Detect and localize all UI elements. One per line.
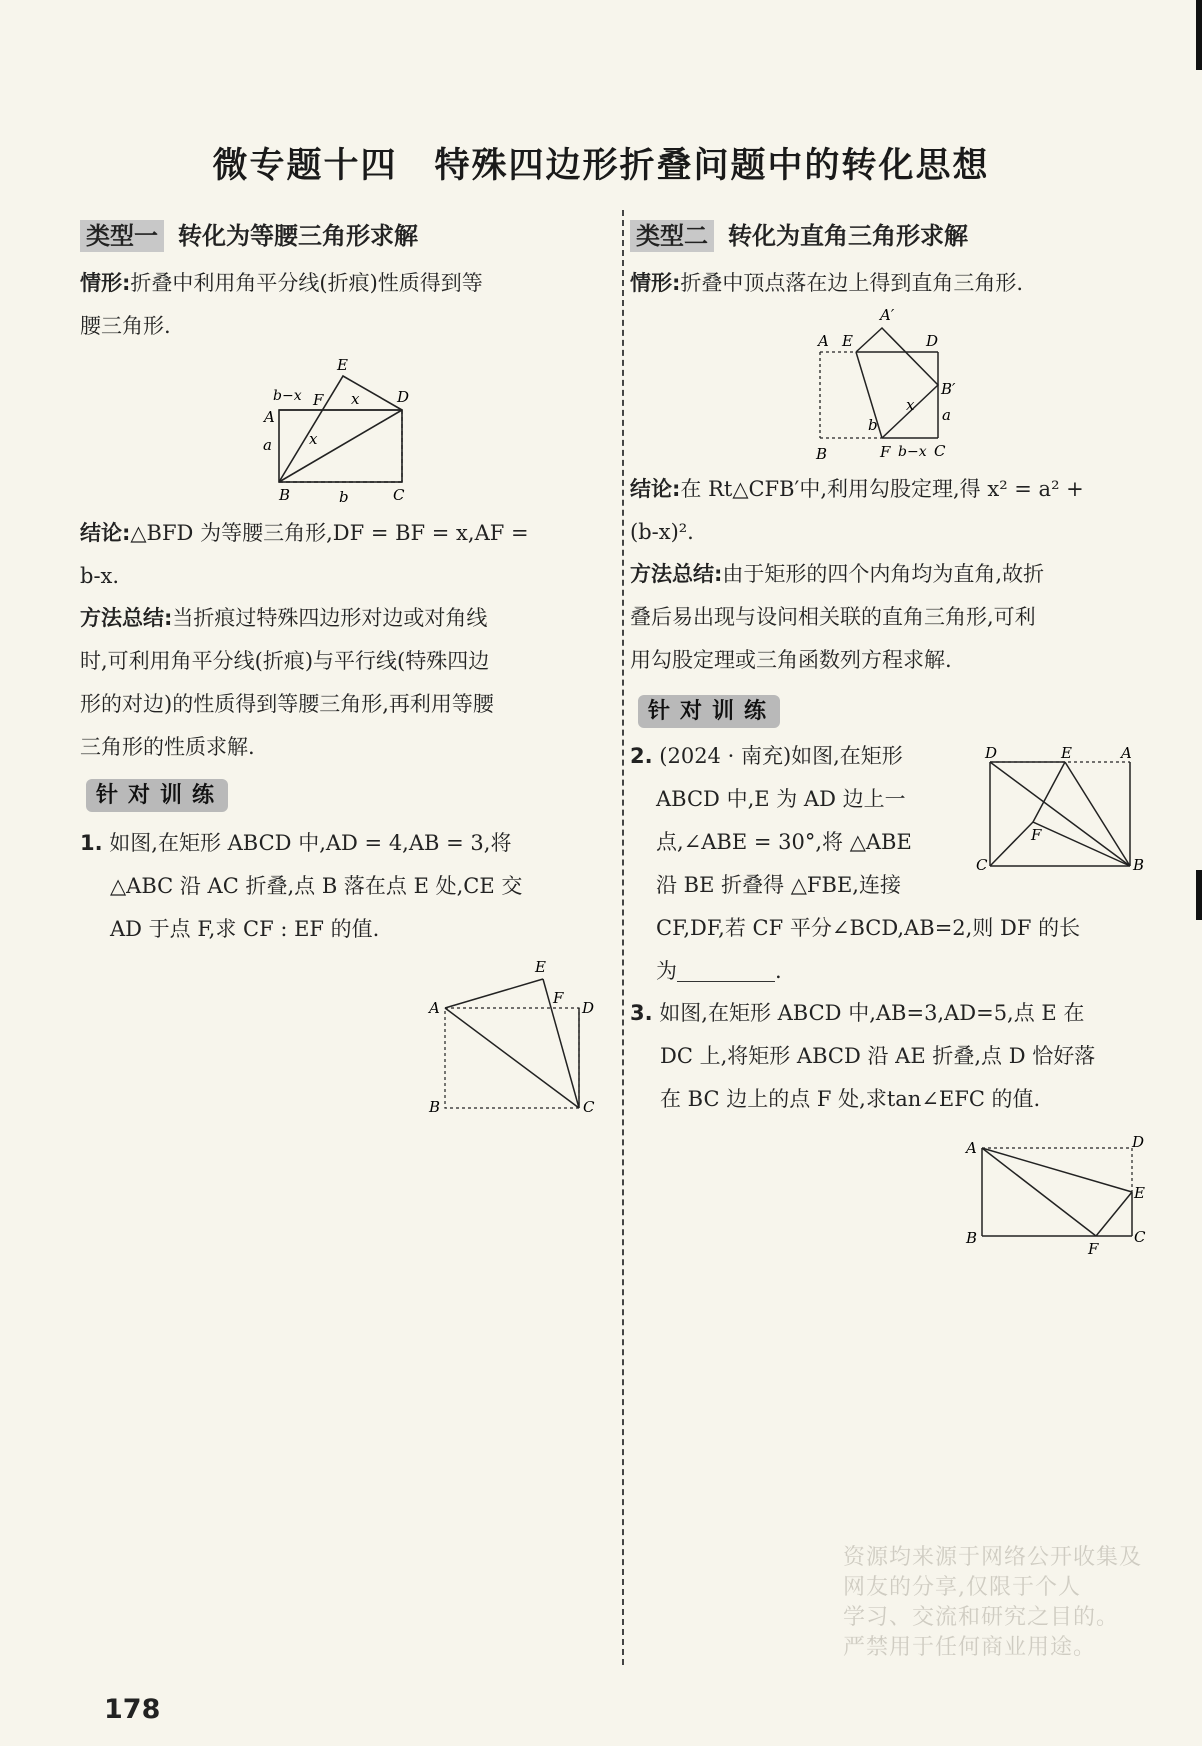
question-text: 沿 BE 折叠得 △FBE,连接 <box>656 873 901 897</box>
question-text: DC 上,将矩形 ABCD 沿 AE 折叠,点 D 恰好落 <box>660 1044 1096 1068</box>
fig-q2-label-E: E <box>1061 744 1072 762</box>
edge-mark <box>1196 0 1202 70</box>
fig2-label-B: B <box>816 445 828 463</box>
situation-label: 情形: <box>630 271 681 295</box>
fig-q1-label-C: C <box>583 1098 595 1115</box>
fig2-label-b: b <box>868 416 878 434</box>
fig2-label-Bp: B′ <box>941 380 956 398</box>
answer-blank[interactable] <box>677 959 775 982</box>
type-title: 转化为直角三角形求解 <box>728 222 968 250</box>
question-text: AD 于点 F,求 CF : EF 的值. <box>110 917 380 941</box>
edge-mark <box>1196 870 1202 920</box>
method-label: 方法总结: <box>630 562 723 586</box>
fig2-label-C: C <box>934 442 946 460</box>
method-text: 形的对边)的性质得到等腰三角形,再利用等腰 <box>80 692 494 716</box>
question-number: 2. <box>630 744 653 768</box>
figure-question-3 <box>960 1130 1160 1260</box>
conclusion-block <box>80 512 600 598</box>
fig-q3-label-D: D <box>1132 1133 1145 1151</box>
conclusion-text: (b-x)². <box>630 520 694 544</box>
method-block <box>80 597 600 769</box>
fig-q2-label-B: B <box>1133 856 1145 874</box>
conclusion-text: b-x. <box>80 564 120 588</box>
fig1-label-x2: x <box>309 430 318 448</box>
fig1-label-E: E <box>337 356 348 374</box>
fig-q2-label-F: F <box>1031 826 1042 844</box>
fig-q2-label-C: C <box>976 856 988 874</box>
column-divider <box>622 210 624 1665</box>
type-title: 转化为等腰三角形求解 <box>178 222 418 250</box>
fig2-label-D: D <box>926 332 939 350</box>
method-text: 用勾股定理或三角函数列方程求解. <box>630 648 952 672</box>
watermark-line: 资源均来源于网络公开收集及 <box>843 1545 1143 1570</box>
question-number: 3. <box>630 1001 653 1025</box>
conclusion-text: △BFD 为等腰三角形,DF = BF = x,AF = <box>130 521 529 545</box>
situation-block-2 <box>630 262 1150 305</box>
method-text: 由于矩形的四个内角均为直角,故折 <box>722 562 1045 586</box>
fig1-label-x1: x <box>351 390 360 408</box>
question-text: 如图,在矩形 ABCD 中,AD = 4,AB = 3,将 <box>109 831 512 855</box>
fig1-label-C: C <box>393 486 405 504</box>
question-text: 如图,在矩形 ABCD 中,AB=3,AD=5,点 E 在 <box>659 1001 1085 1025</box>
type-tag: 类型二 <box>630 220 714 252</box>
watermark-line: 学习、交流和研究之目的。 <box>843 1605 1120 1630</box>
fig2-label-Ap: A′ <box>880 306 895 324</box>
question-text: ABCD 中,E 为 AD 边上一 <box>656 787 906 811</box>
watermark-line: 网友的分享,仅限于个人 <box>843 1575 1081 1600</box>
figure-question-1 <box>425 955 605 1115</box>
question-text: 为 <box>656 959 677 983</box>
drill-label: 针对训练 <box>86 779 228 812</box>
situation-text: 折叠中利用角平分线(折痕)性质得到等 <box>130 271 483 295</box>
fig-q1-label-D: D <box>582 999 595 1017</box>
figure-type1 <box>255 350 425 510</box>
drill-heading <box>86 778 228 809</box>
question-number: 1. <box>80 831 103 855</box>
fig2-label-bx: b−x <box>898 444 927 460</box>
fig2-label-x: x <box>906 396 915 414</box>
drill-heading-2 <box>638 694 780 725</box>
page-title: 微专题十四 特殊四边形折叠问题中的转化思想 <box>212 146 990 186</box>
method-block-2 <box>630 553 1150 682</box>
question-3 <box>630 992 1170 1121</box>
fig1-label-A: A <box>264 408 275 426</box>
fig-q3-label-A: A <box>966 1139 977 1157</box>
page-number: 178 <box>104 1694 161 1725</box>
fig1-label-a: a <box>263 436 272 454</box>
question-text: (2024 · 南充)如图,在矩形 <box>659 744 903 768</box>
fig1-label-b: b <box>339 488 349 506</box>
fig1-label-D: D <box>397 388 410 406</box>
fig2-label-A: A <box>818 332 829 350</box>
fig-q3-label-C: C <box>1134 1228 1146 1246</box>
section-heading-type2 <box>630 216 968 251</box>
method-text: 三角形的性质求解. <box>80 735 255 759</box>
figure-type2 <box>810 306 970 466</box>
fig1-label-F: F <box>313 391 324 409</box>
conclusion-text: 在 Rt△CFB′中,利用勾股定理,得 x² = a² + <box>680 477 1084 501</box>
fig-q1-label-F: F <box>553 989 564 1007</box>
question-text: CF,DF,若 CF 平分∠BCD,AB=2,则 DF 的长 <box>656 916 1081 940</box>
fig-q3-label-B: B <box>966 1229 978 1247</box>
method-text: 叠后易出现与设问相关联的直角三角形,可利 <box>630 605 1036 629</box>
watermark-line: 严禁用于任何商业用途。 <box>843 1635 1097 1660</box>
conclusion-block-2 <box>630 468 1150 554</box>
fig1-label-bx: b−x <box>273 388 302 404</box>
question-text: 点,∠ABE = 30°,将 △ABE <box>656 830 912 854</box>
fig-q3-label-E: E <box>1134 1184 1145 1202</box>
section-heading-type1 <box>80 216 418 251</box>
question-text: . <box>775 959 782 983</box>
fig-q2-label-D: D <box>985 744 998 762</box>
fig2-label-F: F <box>880 443 891 461</box>
fig1-label-B: B <box>279 486 291 504</box>
figure-question-2 <box>975 744 1150 874</box>
conclusion-label: 结论: <box>630 477 681 501</box>
fig-q1-label-E: E <box>535 958 546 976</box>
method-label: 方法总结: <box>80 606 173 630</box>
fig2-label-a: a <box>942 406 951 424</box>
method-text: 时,可利用角平分线(折痕)与平行线(特殊四边 <box>80 649 490 673</box>
watermark <box>843 1543 1142 1663</box>
conclusion-label: 结论: <box>80 521 131 545</box>
fig-q1-label-B: B <box>429 1098 441 1115</box>
type-tag: 类型一 <box>80 220 164 252</box>
situation-text: 腰三角形. <box>80 314 171 338</box>
question-text: △ABC 沿 AC 折叠,点 B 落在点 E 处,CE 交 <box>110 874 523 898</box>
question-1 <box>80 822 610 951</box>
drill-label: 针对训练 <box>638 695 780 728</box>
fig-q2-label-A: A <box>1121 744 1132 762</box>
question-text: 在 BC 边上的点 F 处,求tan∠EFC 的值. <box>660 1087 1041 1111</box>
fig-q3-label-F: F <box>1088 1240 1099 1258</box>
fig-q1-label-A: A <box>429 999 440 1017</box>
situation-text: 折叠中顶点落在边上得到直角三角形. <box>680 271 1024 295</box>
situation-block <box>80 262 600 348</box>
situation-label: 情形: <box>80 271 131 295</box>
fig2-label-E: E <box>842 332 853 350</box>
method-text: 当折痕过特殊四边形对边或对角线 <box>172 606 488 630</box>
